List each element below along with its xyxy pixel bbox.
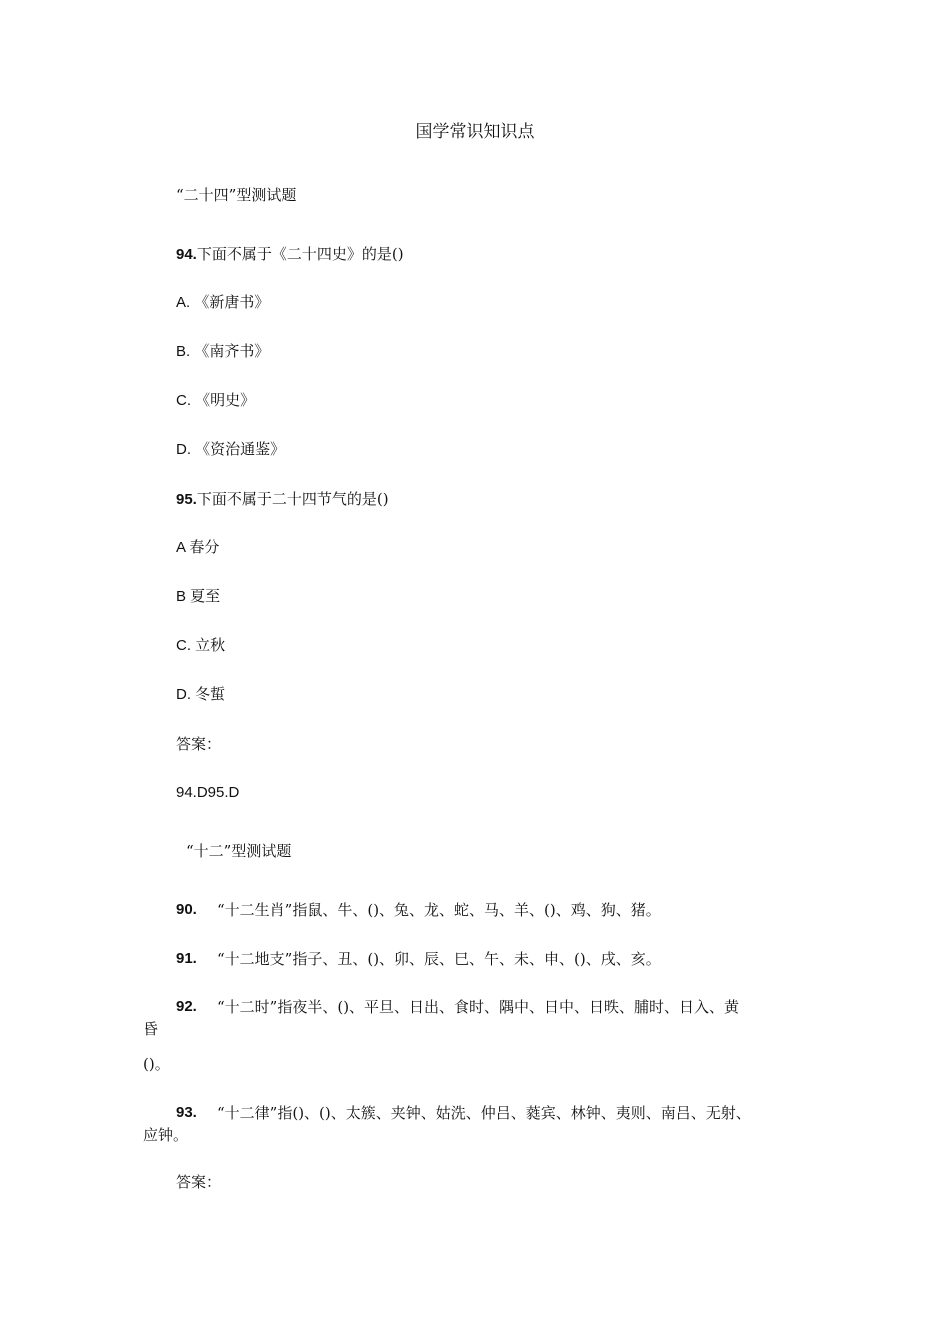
question-text-92: “十二时”指夜半、()、平旦、日出、食时、隅中、日中、日昳、脯时、日入、黄 bbox=[217, 998, 740, 1016]
option-b: B. 《南齐书》 bbox=[176, 343, 270, 360]
question-number-90: 90. bbox=[176, 901, 197, 918]
question-text-91: “十二地支”指子、丑、()、卯、辰、巳、午、未、申、()、戌、亥。 bbox=[217, 950, 661, 968]
answer-label: 答案： bbox=[176, 735, 222, 753]
option-b: B 夏至 bbox=[176, 588, 221, 605]
option-c: C. 立秋 bbox=[176, 637, 226, 654]
question-number-91: 91. bbox=[176, 950, 197, 967]
answer-text: 94.D95.D bbox=[176, 784, 240, 801]
answer-label-2: 答案： bbox=[176, 1173, 222, 1191]
question-text-92-cont: 昏 bbox=[143, 1020, 159, 1038]
question-text: 下面不属于二十四节气的是() bbox=[196, 490, 389, 508]
question-number-93: 93. bbox=[176, 1104, 197, 1121]
question-text: 下面不属于《二十四史》的是() bbox=[196, 245, 404, 263]
option-d: D. 冬蜇 bbox=[176, 686, 226, 703]
option-a: A 春分 bbox=[176, 539, 220, 556]
page-title: 国学常识知识点 bbox=[415, 122, 535, 142]
question-number: 94. bbox=[176, 246, 197, 263]
question-text-92-cont2: ()。 bbox=[143, 1055, 170, 1073]
question-text-90: “十二生肖”指鼠、牛、()、兔、龙、蛇、马、羊、()、鸡、狗、猪。 bbox=[217, 901, 661, 919]
option-d: D. 《资治通鉴》 bbox=[176, 441, 286, 458]
question-number-92: 92. bbox=[176, 998, 197, 1015]
question-text-93-cont: 应钟。 bbox=[143, 1126, 189, 1144]
option-a: A. 《新唐书》 bbox=[176, 294, 270, 311]
question-number: 95. bbox=[176, 491, 197, 508]
question-95 bbox=[176, 489, 389, 510]
question-text-93: “十二律”指()、()、太簇、夹钟、姑洗、仲吕、蕤宾、林钟、夷则、南吕、无射、 bbox=[217, 1104, 751, 1122]
question-94 bbox=[176, 244, 404, 265]
option-c: C. 《明史》 bbox=[176, 392, 256, 409]
section-heading-12: “十二”型测试题 bbox=[186, 842, 292, 860]
section-heading-24: “二十四”型测试题 bbox=[176, 186, 297, 204]
